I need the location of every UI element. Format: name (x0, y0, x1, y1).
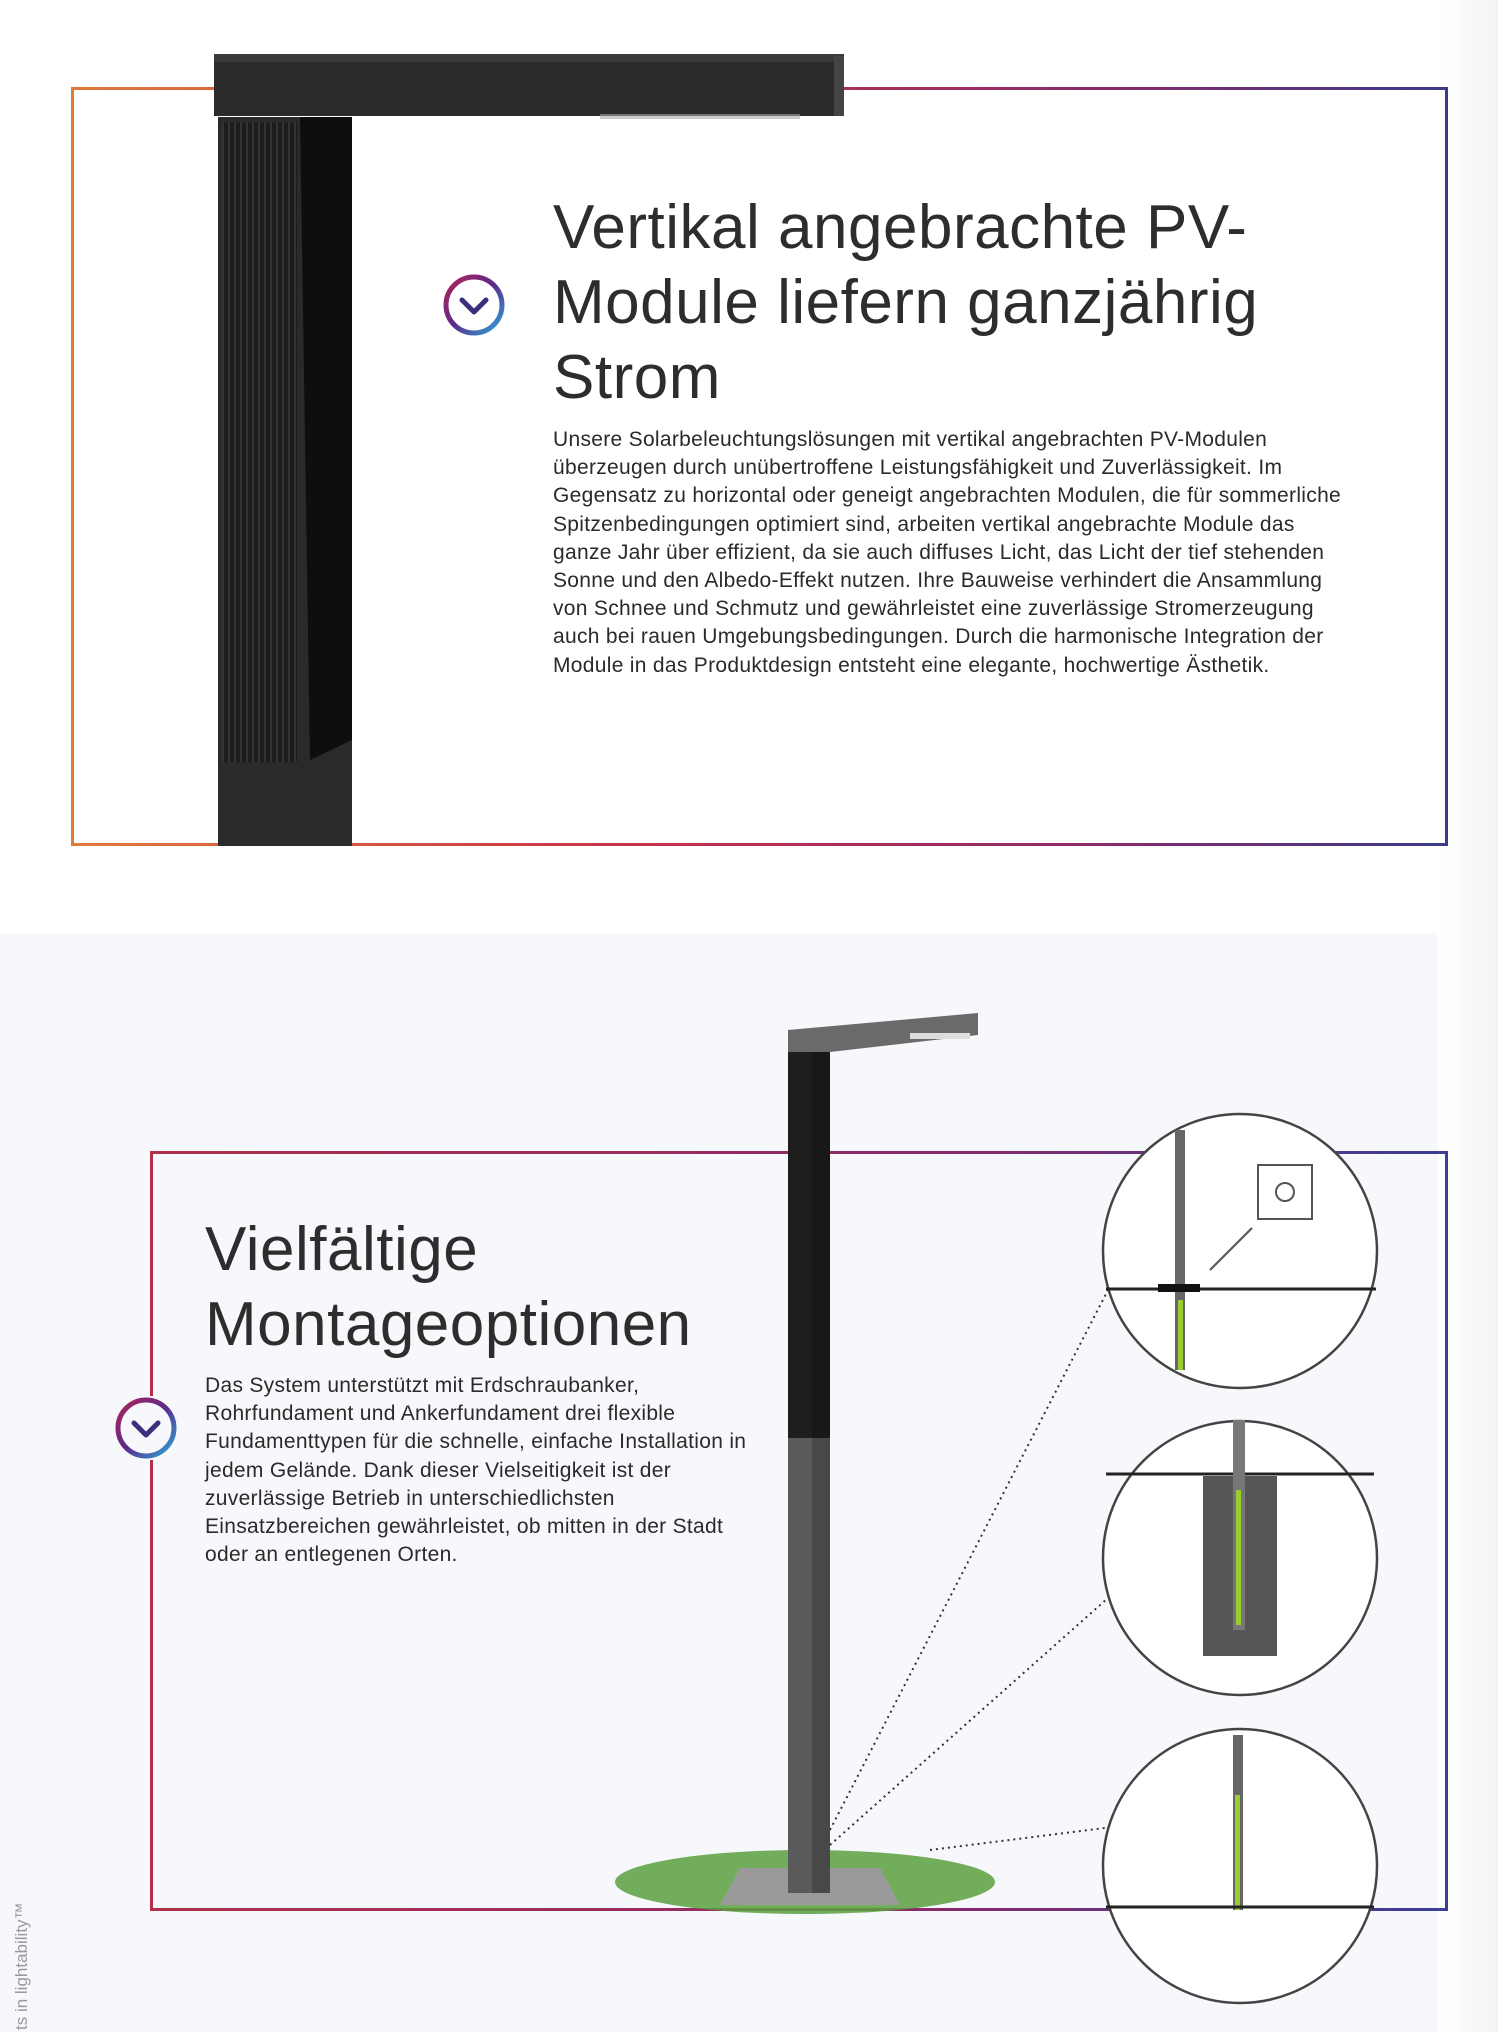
section-2-title: Vielfältige Montageoptionen (205, 1215, 692, 1359)
section-1-body: Unsere Solarbeleuchtungslösungen mit vertikal angebrachten PV-Modulen überzeugen durch unübertroffene Leistungsfähigkeit und Zuverlässigkeit. Im Gegensatz zu horizontal oder geneigt angebrachten Modulen, die für sommerliche Spitzenbedingungen optimiert sind, arbeiten vertikal angebrachte Module das ganze Jahr über effizient, da sie auch diffuses Licht, das Licht der tief stehenden Sonne und den Albedo-Effekt nutzen. Ihre Bauweise verhindert die Ansammlung von Schnee und Schmutz und gewährleistet eine zuverlässige Stromerzeugung auch bei rauen Umgebungsbedingungen. Durch die harmonische Integration der Module in das Produktdesign entsteht eine elegante, hochwertige Ästhetik. (553, 428, 1342, 677)
chevron-down-circle-icon (114, 1396, 178, 1460)
section-2-body: Das System unterstützt mit Erdschraubanker, Rohrfundament und Ankerfundament drei flexible Fundamenttypen für die schnelle, einfache Installation in jedem Gelände. Dank dieser Vielseitigkeit ist der zuverlässige Betrieb in unterschiedlichsten Einsatzbereichen gewährleistet, ob mitten in der Stadt oder an entlegenen Orten. (205, 1374, 747, 1567)
mounting-options-illustration (0, 0, 1, 1)
chevron-down-circle-icon (442, 273, 506, 337)
side-brand-text: ts in lightability™ (12, 1902, 31, 2030)
section-1-title: Vertikal angebrachte PV-Module liefern ganzjährig Strom (553, 193, 1259, 412)
